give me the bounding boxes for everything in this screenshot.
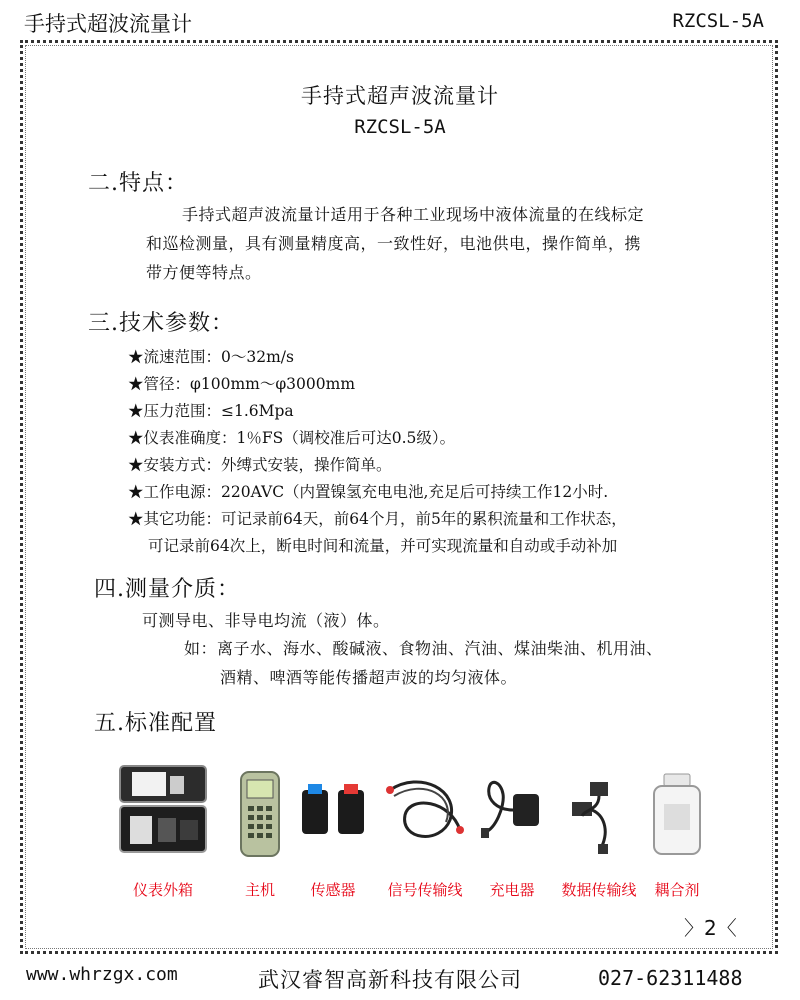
spec-accuracy: ★仪表准确度：1％FS（调校准后可达0.5级）。 bbox=[128, 429, 456, 447]
couplant-item bbox=[632, 760, 722, 900]
media-line-3: 酒精、啤酒等能传播超声波的均匀液体。 bbox=[220, 668, 518, 687]
media-line-2: 如：离子水、海水、酸碱液、食物油、汽油、煤油柴油、机用油、 bbox=[184, 639, 663, 658]
features-line-1: 手持式超声波流量计适用于各种工业现场中液体流量的在线标定 bbox=[182, 205, 645, 224]
footer-phone: 027-62311488 bbox=[598, 966, 743, 990]
specs-heading: 三.技术参数： bbox=[88, 311, 234, 336]
couplant-label: 耦合剂 bbox=[654, 881, 700, 899]
main-unit-label: 主机 bbox=[244, 881, 275, 899]
footer-website[interactable]: www.whrzgx.com bbox=[26, 964, 178, 985]
document-model: RZCSL-5A bbox=[354, 116, 446, 138]
charger-icon bbox=[467, 760, 557, 860]
instrument-case-label: 仪表外箱 bbox=[132, 881, 193, 899]
config-heading: 五.标准配置 bbox=[94, 711, 217, 736]
spec-flow-range: ★流速范围：0～32m/s bbox=[128, 348, 294, 366]
spec-pipe-diameter: ★管径：φ100mm～φ3000mm bbox=[128, 375, 356, 393]
spec-installation: ★安装方式：外缚式安装，操作简单。 bbox=[128, 456, 392, 474]
spec-other-functions: ★其它功能：可记录前64天，前64个月，前5年的累积流量和工作状态， bbox=[128, 510, 627, 528]
page-header bbox=[24, 8, 764, 34]
features-heading: 二.特点： bbox=[88, 171, 188, 196]
features-line-2: 和巡检测量，具有测量精度高，一致性好，电池供电，操作简单，携 bbox=[146, 234, 642, 253]
media-line-1: 可测导电、非导电均流（液）体。 bbox=[142, 611, 390, 630]
signal-cable-icon bbox=[380, 760, 470, 860]
spec-power: ★工作电源：220AVC（内置镍氢充电电池,充足后可持续工作12小时. bbox=[128, 483, 609, 501]
header-title: 手持式超波流量计 bbox=[24, 12, 192, 36]
page-number: 〉2〈 bbox=[684, 916, 737, 940]
sensor-label: 传感器 bbox=[310, 881, 356, 899]
signal-cable-label: 信号传输线 bbox=[387, 881, 463, 899]
features-line-3: 带方便等特点。 bbox=[146, 263, 262, 282]
standard-config-items bbox=[100, 760, 740, 900]
spec-pressure-range: ★压力范围：≤1.6Mpa bbox=[128, 402, 294, 420]
specs-list bbox=[128, 344, 748, 560]
couplant-bottle-icon bbox=[632, 760, 722, 860]
media-heading: 四.测量介质： bbox=[94, 577, 240, 602]
header-model: RZCSL-5A bbox=[672, 10, 764, 32]
data-cable-label: 数据传输线 bbox=[561, 881, 637, 899]
sensor-icon bbox=[288, 760, 378, 860]
footer-company: 武汉睿智高新科技有限公司 bbox=[258, 968, 522, 992]
instrument-case-icon bbox=[118, 760, 208, 860]
spec-other-functions-cont: 可记录前64次上，断电时间和流量，并可实现流量和自动或手动补加 bbox=[148, 537, 618, 555]
document-title: 手持式超声波流量计 bbox=[301, 84, 499, 108]
charger-label: 充电器 bbox=[489, 881, 535, 899]
data-cable-icon bbox=[554, 760, 644, 860]
